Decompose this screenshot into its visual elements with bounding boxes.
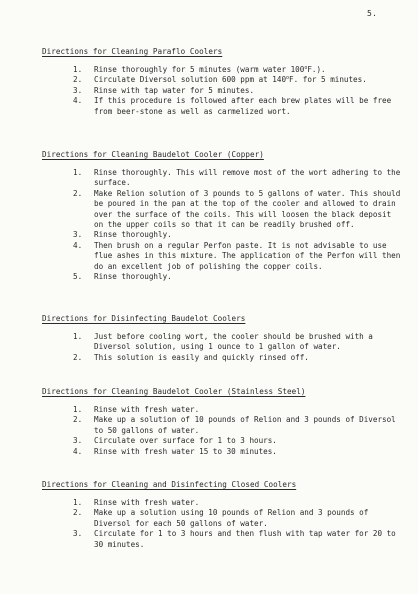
item-text: Rinse with fresh water. xyxy=(94,498,200,507)
section-paraflo-coolers xyxy=(42,47,402,117)
item-text: Rinse thoroughly for 5 minutes (warm water 100 xyxy=(94,65,305,74)
item-text: Rinse with tap water for 5 minutes. xyxy=(94,85,255,95)
item-text: Circulate over surface for 1 to 3 hours. xyxy=(94,436,277,446)
item-number: 1. xyxy=(73,168,83,177)
item-number: 3. xyxy=(73,436,83,446)
instruction-list xyxy=(42,405,402,457)
item-number: 4. xyxy=(73,446,83,456)
list-item xyxy=(42,65,402,75)
list-item xyxy=(42,436,402,446)
item-number: 1. xyxy=(73,498,83,507)
section-baudelot-stainless xyxy=(42,387,402,457)
list-item xyxy=(42,75,402,85)
section-heading: Directions for Cleaning Baudelot Cooler (Stainless Steel) xyxy=(42,387,306,396)
item-number: 1. xyxy=(73,405,83,414)
page-number: 5. xyxy=(367,9,378,18)
item-text: Rinse thoroughly. xyxy=(94,230,172,240)
item-text: Circulate Diversol solution 600 ppm at 140 xyxy=(94,75,287,85)
item-text: F.). xyxy=(307,65,326,74)
list-item xyxy=(42,415,402,436)
section-baudelot-copper xyxy=(42,150,402,282)
item-number: 2. xyxy=(73,352,83,362)
item-text: F. for 5 minutes. xyxy=(289,75,367,85)
section-heading: Directions for Cleaning and Disinfecting Closed Coolers xyxy=(42,480,297,489)
list-item xyxy=(42,332,402,353)
item-text: Make up a solution using 10 pounds of Relion and 3 pounds of Diversol for each 50 gallons of water. xyxy=(94,508,369,528)
list-item xyxy=(42,189,402,231)
item-text: Rinse with fresh water. xyxy=(94,405,200,414)
list-item xyxy=(42,96,402,117)
item-text: If this procedure is followed after each brew plates will be free from beer-stone as well as carmelized wort. xyxy=(94,96,392,116)
section-heading: Directions for Cleaning Paraflo Coolers xyxy=(42,47,223,56)
list-item xyxy=(42,498,402,508)
item-text: Make Relion solution of 3 pounds to 5 gallons of water. This should be poured in the pan at the top of the cooler and allowed to drain over the surface of the coils. This will loosen the black deposit on the upper coils so that it can be readily brushed off. xyxy=(94,188,401,230)
list-item xyxy=(42,508,402,529)
item-text: Rinse thoroughly. This will remove most of the wort adhering to the surface. xyxy=(94,168,401,188)
list-item xyxy=(42,272,402,282)
item-number: 3. xyxy=(73,529,83,539)
section-heading: Directions for Cleaning Baudelot Cooler (Copper) xyxy=(42,150,264,159)
list-item xyxy=(42,86,402,96)
list-item xyxy=(42,529,402,550)
degree-mark: o xyxy=(304,65,308,71)
item-text: Rinse thoroughly. xyxy=(94,272,172,282)
list-item xyxy=(42,230,402,240)
section-closed-coolers xyxy=(42,480,402,550)
list-item xyxy=(42,405,402,415)
item-number: 3. xyxy=(73,85,83,95)
list-item xyxy=(42,241,402,272)
instruction-list xyxy=(42,65,402,117)
degree-mark: o xyxy=(286,75,290,82)
item-text: Then brush on a regular Perfon paste. It is not advisable to use flue ashes in this mixture. The application of the Perfon will then do an excellent job of polishing the copper coils. xyxy=(94,240,401,271)
item-number: 3. xyxy=(73,230,83,240)
item-text: Circulate for 1 to 3 hours and then flush with tap water for 20 to 30 minutes. xyxy=(94,529,396,549)
item-number: 2. xyxy=(73,75,83,85)
item-number: 4. xyxy=(73,96,83,106)
instruction-list xyxy=(42,332,402,363)
section-heading: Directions for Disinfecting Baudelot Coolers xyxy=(42,314,246,323)
instruction-list xyxy=(42,168,402,282)
list-item xyxy=(42,353,402,363)
item-number: 2. xyxy=(73,415,83,425)
item-number: 2. xyxy=(73,508,83,518)
list-item xyxy=(42,447,402,457)
item-text: This solution is easily and quickly rinsed off. xyxy=(94,352,309,362)
item-number: 1. xyxy=(73,332,83,341)
section-disinfecting-baudelot xyxy=(42,314,402,363)
item-number: 5. xyxy=(73,272,83,282)
item-text: Just before cooling wort, the cooler should be brushed with a Diversol solution, using 1 ounce to 1 gallon of water. xyxy=(94,332,373,352)
item-text: Rinse with fresh water 15 to 30 minutes. xyxy=(94,446,277,456)
instruction-list xyxy=(42,498,402,550)
list-item xyxy=(42,168,402,189)
item-text: Make up a solution of 10 pounds of Relion and 3 pounds of Diversol to 50 gallons of water. xyxy=(94,415,396,435)
item-number: 4. xyxy=(73,240,83,250)
item-number: 2. xyxy=(73,188,83,198)
item-number: 1. xyxy=(73,65,83,74)
